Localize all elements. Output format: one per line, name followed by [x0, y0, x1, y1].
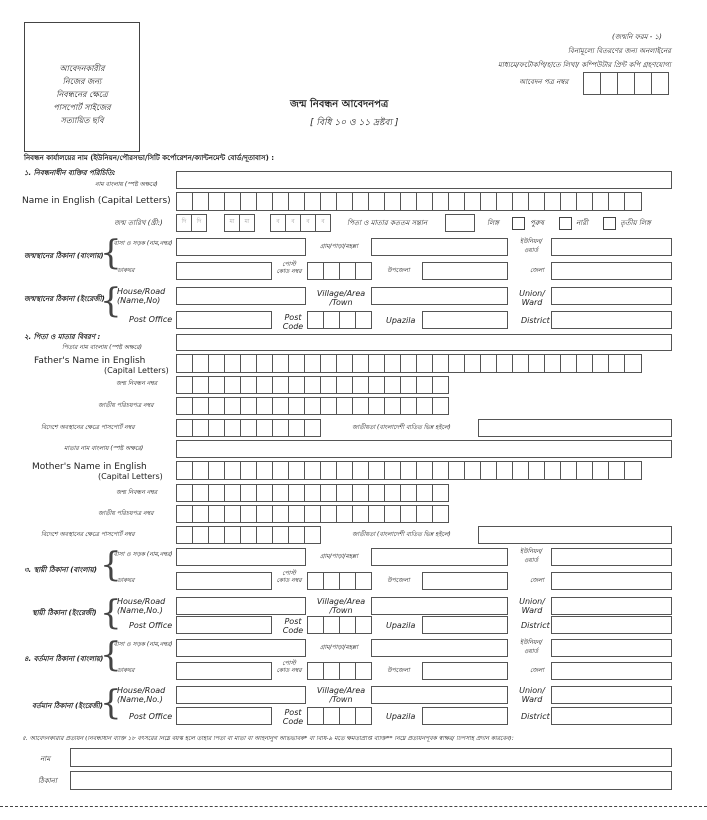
present-postoffice-bn-input[interactable] [176, 662, 272, 680]
applicant-address-label: ঠিকানা [38, 777, 57, 785]
village-en-label: Village/Area /Town [316, 686, 366, 704]
name-en-label: Name in English (Capital Letters) [22, 196, 171, 206]
upazila-en-label: Upazila [386, 712, 416, 721]
post-code-bn-label: পোস্ট কোড নম্বর [276, 261, 302, 275]
union-bn-label: ইউনিয়ন/ ওয়ার্ড [519, 548, 543, 564]
village-en-label: Village/Area /Town [316, 289, 366, 307]
application-number-label: আবেদন পত্র নম্বর [519, 78, 569, 86]
house-en-label: House/Road (Name,No) [117, 287, 166, 305]
dob-label: জন্ম তারিখ (খ্রী:) [114, 219, 163, 227]
house-en-label: House/Road (Name,No.) [117, 597, 166, 615]
birthplace-village-bn-input[interactable] [371, 238, 508, 256]
district-en-label: District [521, 621, 550, 630]
brace: { [100, 593, 122, 633]
union-bn-label: ইউনিয়ন/ ওয়ার্ড [519, 238, 543, 254]
mother-en-label-sub: (Capital Letters) [98, 472, 163, 481]
village-bn-label: গ্রাম/পাড়া/মহল্লা [320, 553, 358, 560]
post-office-bn-label: ডাকঘর [117, 267, 135, 274]
birthplace-union-bn-input[interactable] [551, 238, 672, 256]
permanent-house-en-input[interactable] [176, 597, 306, 615]
father-name-bn-input[interactable] [176, 334, 672, 351]
father-en-label: Father's Name in English [34, 356, 146, 366]
permanent-district-bn-input[interactable] [551, 572, 672, 590]
birthplace-upazila-bn-input[interactable] [422, 262, 508, 280]
permanent-en-label: স্থায়ী ঠিকানা (ইংরেজী) [32, 609, 97, 617]
father-passport-boxes[interactable] [176, 419, 320, 437]
cut-line [0, 806, 707, 807]
permanent-village-bn-input[interactable] [371, 548, 508, 566]
section5-heading: ৫. আবেদনকারীর প্রত্যয়ন (নিবন্ধাধীন ব্যক্তি ১৮ বৎসরের নিম্নে বয়স্ক হলে তাহার পিতা বা মাতা বা আইনানুগ অভিভাবক* বা বিধি-৯ মতে ক্ষমতাপ্রাপ্ত ব্যক্তি** নিম্নে প্রত্যয়নপূর্বক স্বাক্ষর/ টিপসহি প্রদান করিবেন): [22, 736, 514, 742]
mother-passport-label: বিদেশে অবস্থানের ক্ষেত্রে পাসপোর্ট নম্বর [41, 531, 135, 538]
present-village-en-input[interactable] [371, 686, 508, 704]
registration-office-label: নিবন্ধন কার্যালয়ের নাম (ইউনিয়ন/পৌরসভা/সিটি কর্পোরেশন/ক্যান্টনমেন্ট বোর্ড/দূতাবাস) : [24, 154, 275, 162]
brace: { [100, 233, 122, 273]
photo-instruction-line4: পাসপোর্ট সাইজের [53, 103, 111, 112]
post-code-bn-label: পোস্ট কোড নম্বর [276, 570, 302, 584]
permanent-district-en-input[interactable] [551, 616, 672, 634]
post-office-en-label: Post Office [129, 621, 173, 630]
village-bn-label: গ্রাম/পাড়া/মহল্লা [320, 243, 358, 250]
village-en-label: Village/Area /Town [316, 597, 366, 615]
permanent-bn-label: ৩. স্থায়ী ঠিকানা (বাংলায়) [24, 566, 97, 574]
village-bn-label: গ্রাম/পাড়া/মহল্লা [320, 644, 358, 651]
birthplace-postcode-bn-boxes[interactable] [307, 262, 371, 280]
permanent-postcode-en-boxes[interactable] [307, 616, 371, 634]
birthplace-bn-label: জন্মস্থানের ঠিকানা (বাংলায়) [24, 252, 104, 260]
present-en-label: বর্তমান ঠিকানা (ইংরেজী) [32, 702, 103, 710]
dob-year-boxes[interactable]: ব ব ব ব [270, 214, 330, 232]
father-nationality-label: জাতীয়তা (বাংলাদেশী ব্যতিত ভিন্ন হইলে) [352, 424, 451, 431]
gender-male-checkbox[interactable] [512, 217, 525, 230]
present-union-en-input[interactable] [551, 686, 672, 704]
house-bn-label: বাসা ও সড়ক (নাম,নম্বর) [113, 240, 173, 247]
brace: { [100, 281, 122, 321]
permanent-postcode-bn-boxes[interactable] [307, 572, 371, 590]
present-postcode-bn-boxes[interactable] [307, 662, 371, 680]
permanent-village-en-input[interactable] [371, 597, 508, 615]
gender-female-label: নারী [576, 219, 589, 227]
father-bn-label: পিতার নাম বাংলায় (স্পষ্ট অক্ষরে) [62, 344, 142, 351]
birthplace-postoffice-en-input[interactable] [176, 311, 272, 329]
post-office-bn-label: ডাকঘর [117, 667, 135, 674]
present-district-en-input[interactable] [551, 707, 672, 725]
union-en-label: Union/ Ward [519, 597, 545, 615]
mother-passport-boxes[interactable] [176, 526, 320, 544]
gender-label: লিঙ্গ [487, 219, 499, 227]
applicant-name-label: নাম [40, 755, 51, 763]
dob-month-boxes[interactable]: মা মা [224, 214, 254, 232]
child-order-label: পিতা ও মাতার কততম সন্তান [347, 219, 428, 227]
permanent-union-bn-input[interactable] [551, 548, 672, 566]
mother-nid-boxes[interactable] [176, 505, 448, 523]
birthplace-postcode-en-boxes[interactable] [307, 311, 371, 329]
union-bn-label: ইউনিয়ন/ ওয়ার্ড [519, 639, 543, 655]
house-en-label: House/Road (Name,No.) [117, 686, 166, 704]
form-title: জন্ম নিবন্ধন আবেদনপত্র [290, 99, 389, 110]
birthplace-en-label: জন্মস্থানের ঠিকানা (ইংরেজী) [24, 295, 105, 303]
upazila-en-label: Upazila [386, 621, 416, 630]
applicant-name-input[interactable] [70, 748, 672, 767]
photo-box[interactable] [24, 22, 140, 152]
father-nationality-input[interactable] [478, 419, 672, 437]
upazila-bn-label: উপজেলা [387, 267, 410, 274]
post-office-en-label: Post Office [129, 315, 173, 324]
name-bn-input[interactable] [176, 171, 672, 189]
brace: { [100, 635, 122, 675]
father-birth-reg-boxes[interactable] [176, 376, 448, 394]
district-en-label: District [521, 712, 550, 721]
header-note-2: মাধ্যমে/ফটোকপি/হাতে লিখা/ কম্পিউটার প্রিন্ট কপি গ্রহণযোগ্য [497, 61, 671, 69]
birthplace-upazila-en-input[interactable] [422, 311, 508, 329]
father-nid-label: জাতীয় পরিচয়পত্র নম্বর [98, 402, 154, 409]
union-en-label: Union/ Ward [519, 289, 545, 307]
birthplace-village-en-input[interactable] [371, 287, 508, 305]
section2-heading: ২. পিতা ও মাতার বিবরণ : [24, 333, 101, 341]
form-number: (জন্মনি ফরম - ১) [612, 33, 662, 41]
post-code-en-label: Post Code [282, 617, 304, 635]
present-house-en-input[interactable] [176, 686, 306, 704]
section1-heading: ১. নিবন্ধনাধীন ব্যক্তির পরিচিতি: [24, 169, 116, 177]
photo-instruction-line1: আবেদনকারীর [59, 64, 105, 73]
permanent-upazila-en-input[interactable] [422, 616, 508, 634]
photo-instruction-line3: নিবন্ধনের ক্ষেত্রে [56, 90, 108, 99]
permanent-postoffice-en-input[interactable] [176, 616, 272, 634]
gender-third-label: তৃতীয় লিঙ্গ [620, 219, 651, 227]
mother-name-en-boxes[interactable] [176, 461, 641, 480]
gender-female-checkbox[interactable] [559, 217, 572, 230]
birthplace-house-en-input[interactable] [176, 287, 306, 305]
district-bn-label: জেলা [530, 267, 545, 274]
permanent-upazila-bn-input[interactable] [422, 572, 508, 590]
father-passport-label: বিদেশে অবস্থানের ক্ষেত্রে পাসপোর্ট নম্বর [41, 424, 135, 431]
mother-birth-reg-label: জন্ম নিবন্ধন নম্বর [116, 489, 158, 496]
mother-nid-label: জাতীয় পরিচয়পত্র নম্বর [98, 510, 154, 517]
upazila-en-label: Upazila [386, 316, 416, 325]
present-postcode-en-boxes[interactable] [307, 707, 371, 725]
name-bn-label: নাম বাংলায় (স্পষ্ট অক্ষরে) [95, 181, 158, 188]
upazila-bn-label: উপজেলা [387, 577, 410, 584]
present-village-bn-input[interactable] [371, 639, 508, 657]
mother-nationality-label: জাতীয়তা (বাংলাদেশী ব্যতিত ভিন্ন হইলে) [352, 531, 451, 538]
house-bn-label: বাসা ও সড়ক (নাম,নম্বর) [113, 641, 173, 648]
mother-name-bn-input[interactable] [176, 440, 672, 458]
district-bn-label: জেলা [530, 577, 545, 584]
present-district-bn-input[interactable] [551, 662, 672, 680]
upazila-bn-label: উপজেলা [387, 667, 410, 674]
birthplace-union-en-input[interactable] [551, 287, 672, 305]
post-office-en-label: Post Office [129, 712, 173, 721]
gender-male-label: পুরুষ [530, 219, 544, 227]
dob-day-boxes[interactable]: দি দি [176, 214, 206, 232]
photo-instruction-line5: সত্যায়িত ছবি [60, 116, 104, 125]
present-union-bn-input[interactable] [551, 639, 672, 657]
present-postoffice-en-input[interactable] [176, 707, 272, 725]
permanent-union-en-input[interactable] [551, 597, 672, 615]
present-upazila-en-input[interactable] [422, 707, 508, 725]
header-note-1: বিনামূল্যে বিতরণের জন্য অনলাইনের [567, 47, 671, 55]
present-upazila-bn-input[interactable] [422, 662, 508, 680]
union-en-label: Union/ Ward [519, 686, 545, 704]
present-bn-label: ৪. বর্তমান ঠিকানা (বাংলায়) [24, 655, 104, 663]
birthplace-postoffice-bn-input[interactable] [176, 262, 272, 280]
photo-instruction-line2: নিজের জন্য [62, 77, 102, 86]
mother-birth-reg-boxes[interactable] [176, 484, 448, 502]
district-bn-label: জেলা [530, 667, 545, 674]
post-code-en-label: Post Code [282, 313, 304, 331]
present-house-bn-input[interactable] [176, 639, 306, 657]
post-code-en-label: Post Code [282, 708, 304, 726]
father-birth-reg-label: জন্ম নিবন্ধন নম্বর [116, 380, 158, 387]
applicant-address-input[interactable] [70, 771, 672, 790]
post-office-bn-label: ডাকঘর [117, 577, 135, 584]
father-en-label-sub: (Capital Letters) [104, 366, 169, 375]
house-bn-label: বাসা ও সড়ক (নাম,নম্বর) [113, 551, 173, 558]
birthplace-district-bn-input[interactable] [551, 262, 672, 280]
post-code-bn-label: পোস্ট কোড নম্বর [276, 660, 302, 674]
birthplace-district-en-input[interactable] [551, 311, 672, 329]
child-order-input[interactable] [445, 214, 475, 232]
form-subtitle: [ বিধি ১০ ও ১১ দ্রষ্টব্য ] [310, 118, 399, 128]
mother-bn-label: মাতার নাম বাংলায় (স্পষ্ট অক্ষরে) [64, 445, 144, 452]
permanent-postoffice-bn-input[interactable] [176, 572, 272, 590]
mother-en-label: Mother's Name in English [32, 462, 147, 472]
mother-nationality-input[interactable] [478, 526, 672, 544]
district-en-label: District [521, 316, 550, 325]
permanent-house-bn-input[interactable] [176, 548, 306, 566]
brace: { [100, 683, 122, 723]
father-nid-boxes[interactable] [176, 397, 448, 415]
name-en-boxes[interactable] [176, 192, 641, 211]
gender-third-checkbox[interactable] [603, 217, 616, 230]
application-number-boxes[interactable] [583, 72, 668, 95]
birthplace-house-bn-input[interactable] [176, 238, 306, 256]
brace: { [100, 545, 122, 585]
father-name-en-boxes[interactable] [176, 354, 641, 373]
